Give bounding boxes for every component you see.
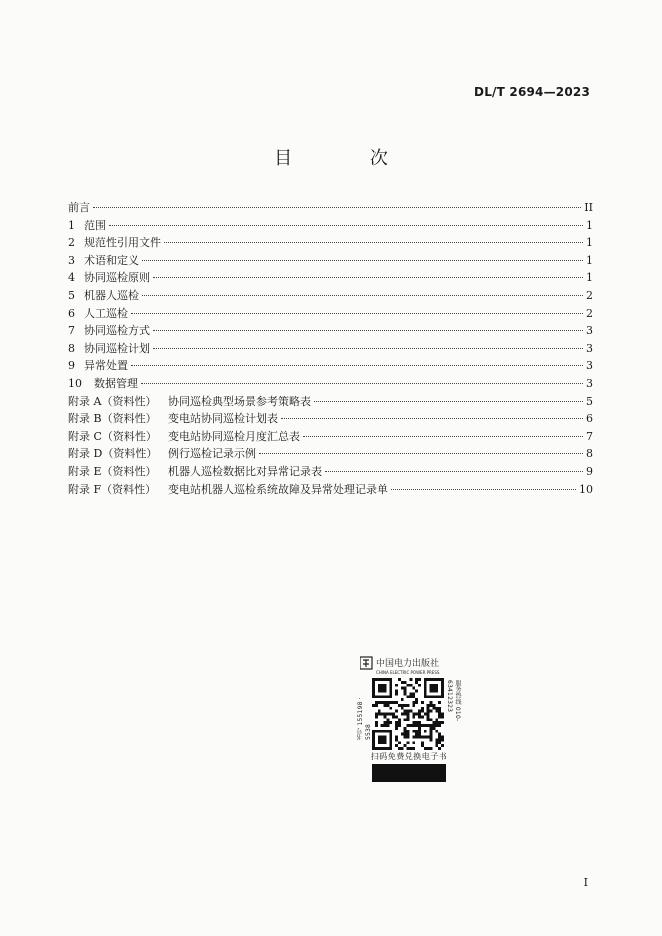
toc-entry-text: 数据管理	[94, 376, 138, 390]
toc-entry-page: 3	[586, 376, 593, 390]
toc-appendix-text: 机器人巡检数据比对异常记录表	[168, 464, 322, 478]
toc-entry[interactable]	[68, 217, 593, 235]
toc-appendix-page: 6	[586, 412, 593, 426]
toc-entry[interactable]	[68, 322, 593, 340]
dot-leader	[142, 260, 583, 261]
toc-entry[interactable]	[68, 234, 593, 252]
dot-leader	[281, 418, 583, 419]
toc-entry-number: 6	[68, 306, 75, 320]
toc-entry-number: 1	[68, 218, 75, 232]
toc-entry-page: 3	[586, 341, 593, 355]
toc-entry-text: 机器人巡检	[84, 288, 139, 302]
toc-entry-text: 协同巡检原则	[84, 271, 150, 285]
dot-leader	[325, 471, 583, 472]
toc-appendix-text: 变电站协同巡检月度汇总表	[168, 429, 300, 443]
toc-entry-page: 3	[586, 359, 593, 373]
dot-leader	[314, 401, 583, 402]
dot-leader	[259, 453, 583, 454]
toc-entry-number: 2	[68, 236, 75, 250]
ebook-qr-sticker	[356, 656, 462, 784]
toc-entry-text: 术语和定义	[84, 253, 139, 267]
toc-entry-page: 3	[586, 324, 593, 338]
toc-appendix-page: 9	[586, 464, 593, 478]
toc-entry-page: 1	[586, 236, 593, 250]
toc-entry-page: 1	[586, 253, 593, 267]
toc-appendix-label: 附录 B（资料性）	[68, 412, 157, 426]
toc-entry-number: 3	[68, 253, 75, 267]
toc-appendix-text: 变电站机器人巡检系统故障及异常处理记录单	[168, 482, 388, 496]
page-number: I	[583, 876, 588, 889]
service-hotline: 服务热线 010-63412323	[446, 680, 461, 722]
redaction-bar	[372, 764, 446, 782]
qr-caption: 扫码免费兑换电子书	[370, 752, 448, 761]
dot-leader	[391, 489, 576, 490]
toc-appendix-a[interactable]	[68, 393, 593, 411]
toc-entry[interactable]	[68, 269, 593, 287]
dot-leader	[153, 277, 583, 278]
toc-appendix-text: 变电站协同巡检计划表	[168, 412, 278, 426]
toc-entry-text: 异常处置	[84, 359, 128, 373]
toc-appendix-label: 附录 F（资料性）	[68, 482, 157, 496]
toc-entry-page: 1	[586, 271, 593, 285]
toc-appendix-label: 附录 A（资料性）	[68, 394, 157, 408]
table-of-contents	[68, 199, 593, 498]
toc-appendix-text: 协同巡检典型场景参考策略表	[168, 394, 311, 408]
toc-appendix-e[interactable]	[68, 463, 593, 481]
dot-leader	[164, 242, 583, 243]
toc-appendix-f[interactable]	[68, 481, 593, 499]
dot-leader	[142, 295, 583, 296]
dot-leader	[109, 225, 583, 226]
dot-leader	[303, 436, 583, 437]
toc-entry-number: 9	[68, 359, 75, 373]
toc-appendix-page: 7	[586, 429, 593, 443]
toc-entry-text: 人工巡检	[84, 306, 128, 320]
toc-entry[interactable]	[68, 357, 593, 375]
toc-entry[interactable]	[68, 305, 593, 323]
toc-title: 目 次	[274, 148, 424, 169]
toc-entry-text: 范围	[84, 218, 106, 232]
toc-appendix-label: 附录 D（资料性）	[68, 447, 158, 461]
book-number: 书号 155198 · 5538	[357, 697, 372, 740]
toc-entry-text: 前言	[68, 201, 90, 214]
publisher-logo	[360, 656, 458, 676]
standard-code: DL/T 2694—2023	[474, 85, 590, 99]
toc-entry-number: 8	[68, 341, 75, 355]
qr-code[interactable]	[372, 678, 444, 750]
dot-leader	[131, 313, 583, 314]
toc-entry-text: 协同巡检计划	[84, 341, 150, 355]
toc-entry-number: 7	[68, 324, 75, 338]
toc-entry-number: 5	[68, 288, 75, 302]
toc-appendix-page: 8	[586, 447, 593, 461]
toc-entry[interactable]	[68, 340, 593, 358]
dot-leader	[93, 207, 581, 208]
toc-entry-number: 4	[68, 271, 75, 285]
dot-leader	[153, 330, 583, 331]
dot-leader	[141, 383, 583, 384]
toc-appendix-page: 5	[586, 394, 593, 408]
toc-appendix-c[interactable]	[68, 428, 593, 446]
toc-entry-text: 规范性引用文件	[84, 236, 161, 250]
toc-entry-page: 2	[586, 288, 593, 302]
publisher-name-en: CHINA ELECTRIC POWER PRESS	[376, 670, 440, 675]
toc-entry-text: 协同巡检方式	[84, 324, 150, 338]
toc-entry[interactable]	[68, 252, 593, 270]
toc-entry[interactable]	[68, 287, 593, 305]
toc-entry-page: 1	[586, 218, 593, 232]
dot-leader	[153, 348, 583, 349]
toc-entry-number: 10	[68, 376, 82, 390]
toc-appendix-d[interactable]	[68, 445, 593, 463]
toc-appendix-b[interactable]	[68, 410, 593, 428]
toc-appendix-label: 附录 E（资料性）	[68, 464, 157, 478]
toc-entry[interactable]	[68, 375, 593, 393]
toc-entry-foreword[interactable]	[68, 199, 593, 217]
toc-appendix-label: 附录 C（资料性）	[68, 429, 157, 443]
toc-appendix-page: 10	[579, 482, 593, 496]
dot-leader	[131, 365, 583, 366]
toc-entry-page: II	[584, 201, 593, 214]
toc-entry-page: 2	[586, 306, 593, 320]
toc-appendix-text: 例行巡检记录示例	[168, 447, 256, 461]
publisher-name: 中国电力出版社	[376, 659, 440, 669]
